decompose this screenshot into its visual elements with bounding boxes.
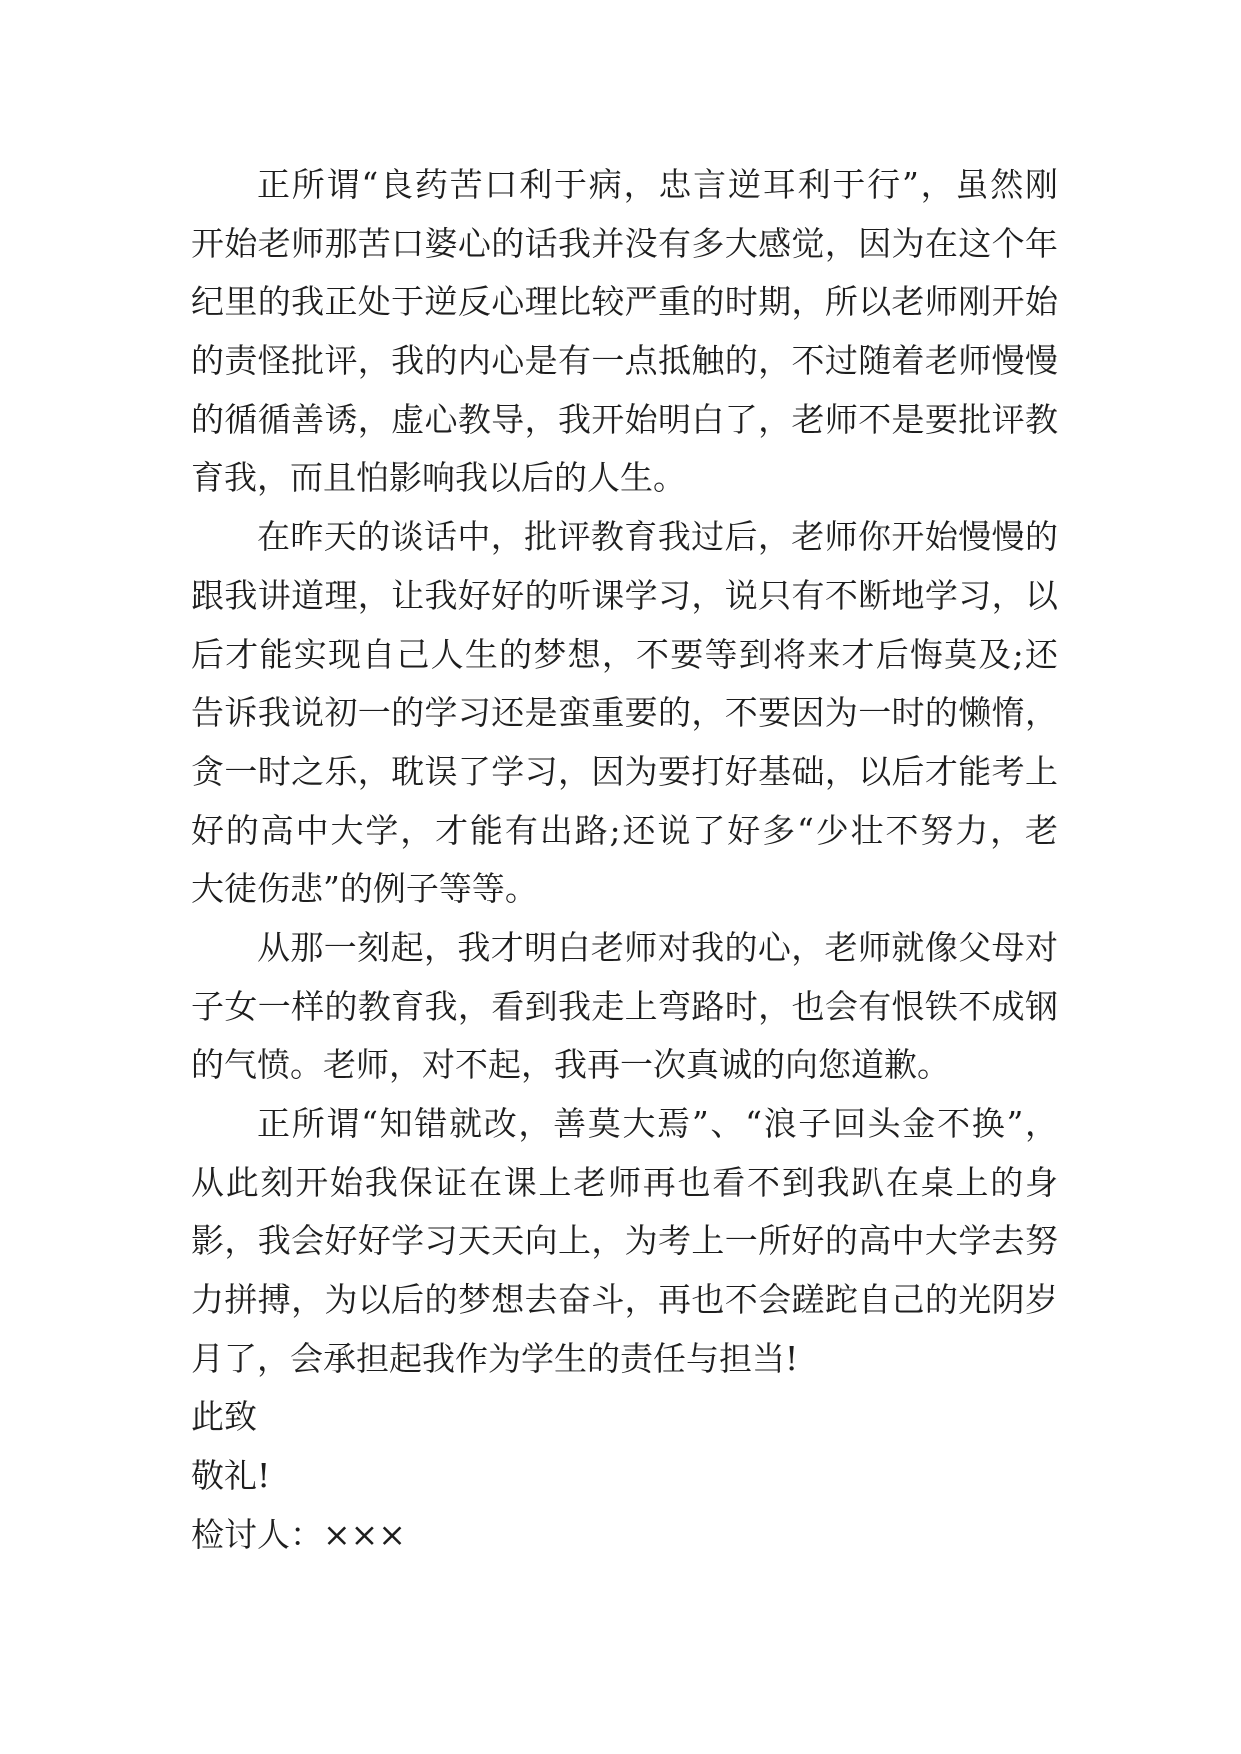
- text-line: 从那一刻起，我才明白老师对我的心，老师就像父母对: [257, 927, 1058, 967]
- text-line: 育我，而且怕影响我以后的人生。: [191, 458, 686, 498]
- text-line: 的气愤。老师，对不起，我再一次真诚的向您道歉。: [191, 1045, 950, 1085]
- text-line: 告诉我说初一的学习还是蛮重要的，不要因为一时的懒惰，: [191, 693, 1058, 733]
- paragraph-1: [191, 156, 1058, 508]
- text-line: 纪里的我正处于逆反心理比较严重的时期，所以老师刚开始: [191, 282, 1058, 322]
- closing-salutation: 此致: [191, 1397, 257, 1437]
- text-line: 开始老师那苦口婆心的话我并没有多大感觉，因为在这个年: [191, 223, 1058, 263]
- text-line: 的责怪批评，我的内心是有一点抵触的，不过随着老师慢慢: [191, 341, 1058, 381]
- text-line: 正所谓“知错就改，善莫大焉”、“浪子回头金不换”，: [257, 1104, 1058, 1143]
- signature-line: 检讨人：×××: [191, 1514, 406, 1554]
- text-line: 在昨天的谈话中，批评教育我过后，老师你开始慢慢的: [257, 517, 1058, 557]
- paragraph-3: [191, 919, 1058, 1095]
- text-line: 贪一时之乐，耽误了学习，因为要打好基础，以后才能考上: [191, 751, 1058, 791]
- text-line: 影，我会好好学习天天向上，为考上一所好的高中大学去努: [191, 1221, 1058, 1261]
- text-line: 从此刻开始我保证在课上老师再也看不到我趴在桌上的身: [191, 1162, 1058, 1202]
- document-body: [191, 156, 1058, 1565]
- text-line: 大徒伤悲”的例子等等。: [191, 869, 538, 909]
- text-line: 跟我讲道理，让我好好的听课学习，说只有不断地学习，以: [191, 575, 1058, 615]
- text-line: 好的高中大学，才能有出路;还说了好多“少壮不努力，老: [191, 810, 1058, 850]
- text-line: 月了，会承担起我作为学生的责任与担当!: [191, 1338, 799, 1378]
- text-line: 后才能实现自己人生的梦想，不要等到将来才后悔莫及;还: [191, 634, 1058, 674]
- text-line: 力拼搏，为以后的梦想去奋斗，再也不会蹉跎自己的光阴岁: [191, 1280, 1058, 1320]
- closing-respects: 敬礼!: [191, 1456, 271, 1496]
- paragraph-2: [191, 508, 1058, 919]
- text-line: 正所谓“良药苦口利于病，忠言逆耳利于行”，虽然刚: [257, 165, 1058, 204]
- paragraph-4: [191, 1095, 1058, 1388]
- text-line: 子女一样的教育我，看到我走上弯路时，也会有恨铁不成钢: [191, 986, 1058, 1026]
- text-line: 的循循善诱，虚心教导，我开始明白了，老师不是要批评教: [191, 399, 1058, 439]
- closing-block: [191, 1388, 1058, 1564]
